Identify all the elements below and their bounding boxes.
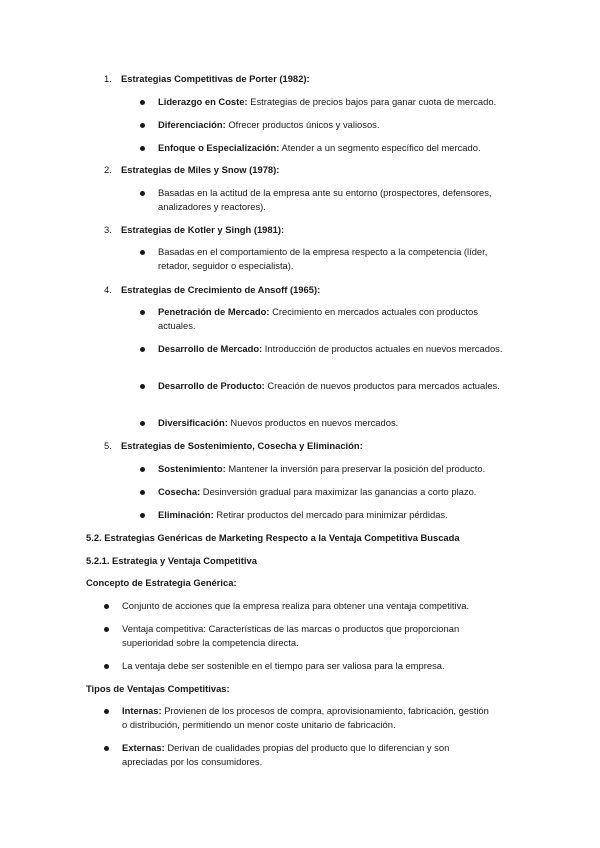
bullet-text: Introducción de productos actuales en nuevos mercados. [262, 343, 503, 354]
bullet-icon [140, 347, 145, 352]
bullet-text: Estrategias de precios bajos para ganar cuota de mercado. [247, 96, 497, 107]
bullet-text: Ofrecer productos únicos y valiosos. [225, 119, 380, 130]
subsection-title: 5.2.1. Estrategia y Ventaja Competitiva [86, 555, 257, 566]
bullet-icon [140, 146, 145, 151]
bullet-text: Conjunto de acciones que la empresa realiza para obtener una ventaja competitiva. [122, 600, 470, 611]
list-number: 2. [104, 164, 112, 175]
bullet-text: Basadas en la actitud de la empresa ante su entorno (prospectores, defensores, analizadores y reactores). [158, 187, 492, 212]
bullet-icon [140, 467, 145, 472]
bullet-term: Liderazgo en Coste: [158, 96, 248, 107]
list-title: Estrategias de Miles y Snow (1978): [121, 164, 280, 175]
list-number: 1. [104, 73, 112, 84]
bullet-icon [140, 490, 145, 495]
bullet-term: Externas: [122, 742, 165, 753]
bullet-icon [104, 627, 109, 632]
bullet-term: Eliminación: [158, 509, 214, 520]
bullet-text: Basadas en el comportamiento de la empresa respecto a la competencia (líder, retador, seguidor o especialista). [158, 246, 488, 271]
list-title: Estrategias de Sostenimiento, Cosecha y Eliminación: [121, 440, 363, 451]
bullet-term: Desarrollo de Mercado: [158, 343, 263, 354]
bullet-term: Diversificación: [158, 417, 228, 428]
bullet-icon [140, 123, 145, 128]
bullet-term: Diferenciación: [158, 119, 226, 130]
list-title: Estrategias de Kotler y Singh (1981): [121, 224, 285, 235]
bullet-icon [140, 513, 145, 518]
concept-heading: Concepto de Estrategia Genérica: [86, 577, 237, 588]
bullet-term: Internas: [122, 705, 162, 716]
bullet-term: Sostenimiento: [158, 463, 226, 474]
bullet-text: Derivan de cualidades propias del producto que lo diferencian y son apreciadas por los consumidores. [122, 742, 450, 767]
bullet-icon [140, 384, 145, 389]
list-title: Estrategias Competitivas de Porter (1982): [121, 73, 310, 84]
list-title: Estrategias de Crecimiento de Ansoff (1965): [121, 284, 321, 295]
bullet-icon [140, 310, 145, 315]
types-heading: Tipos de Ventajas Competitivas: [86, 683, 230, 694]
bullet-icon [104, 604, 109, 609]
bullet-text: Creación de nuevos productos para mercados actuales. [264, 380, 500, 391]
bullet-term: Desarrollo de Producto: [158, 380, 265, 391]
bullet-text: Nuevos productos en nuevos mercados. [227, 417, 399, 428]
section-title: 5.2. Estrategias Genéricas de Marketing Respecto a la Ventaja Competitiva Buscada [86, 532, 460, 543]
bullet-term: Cosecha: [158, 486, 201, 497]
bullet-icon [104, 664, 109, 669]
list-number: 3. [104, 224, 112, 235]
bullet-icon [140, 421, 145, 426]
bullet-text: La ventaja debe ser sostenible en el tiempo para ser valiosa para la empresa. [122, 660, 445, 671]
bullet-icon [104, 746, 109, 751]
bullet-icon [140, 250, 145, 255]
bullet-term: Enfoque o Especialización: [158, 142, 280, 153]
list-number: 5. [104, 440, 112, 451]
list-number: 4. [104, 284, 112, 295]
bullet-icon [104, 709, 109, 714]
bullet-text: Mantener la inversión para preservar la posición del producto. [225, 463, 486, 474]
bullet-term: Penetración de Mercado: [158, 306, 270, 317]
bullet-text: Atender a un segmento específico del mercado. [279, 142, 481, 153]
bullet-text: Provienen de los procesos de compra, aprovisionamiento, fabricación, gestión o distribución, permitiendo un menor coste unitario de fabricación. [122, 705, 489, 730]
bullet-text: Ventaja competitiva: Características de las marcas o productos que proporcionan superioridad sobre la competencia directa. [122, 623, 460, 648]
bullet-text: Desinversión gradual para maximizar las ganancias a corto plazo. [200, 486, 477, 497]
bullet-text: Retirar productos del mercado para minimizar pérdidas. [213, 509, 448, 520]
bullet-icon [140, 191, 145, 196]
bullet-icon [140, 100, 145, 105]
bullet-text: Crecimiento en mercados actuales con productos actuales. [158, 306, 478, 331]
